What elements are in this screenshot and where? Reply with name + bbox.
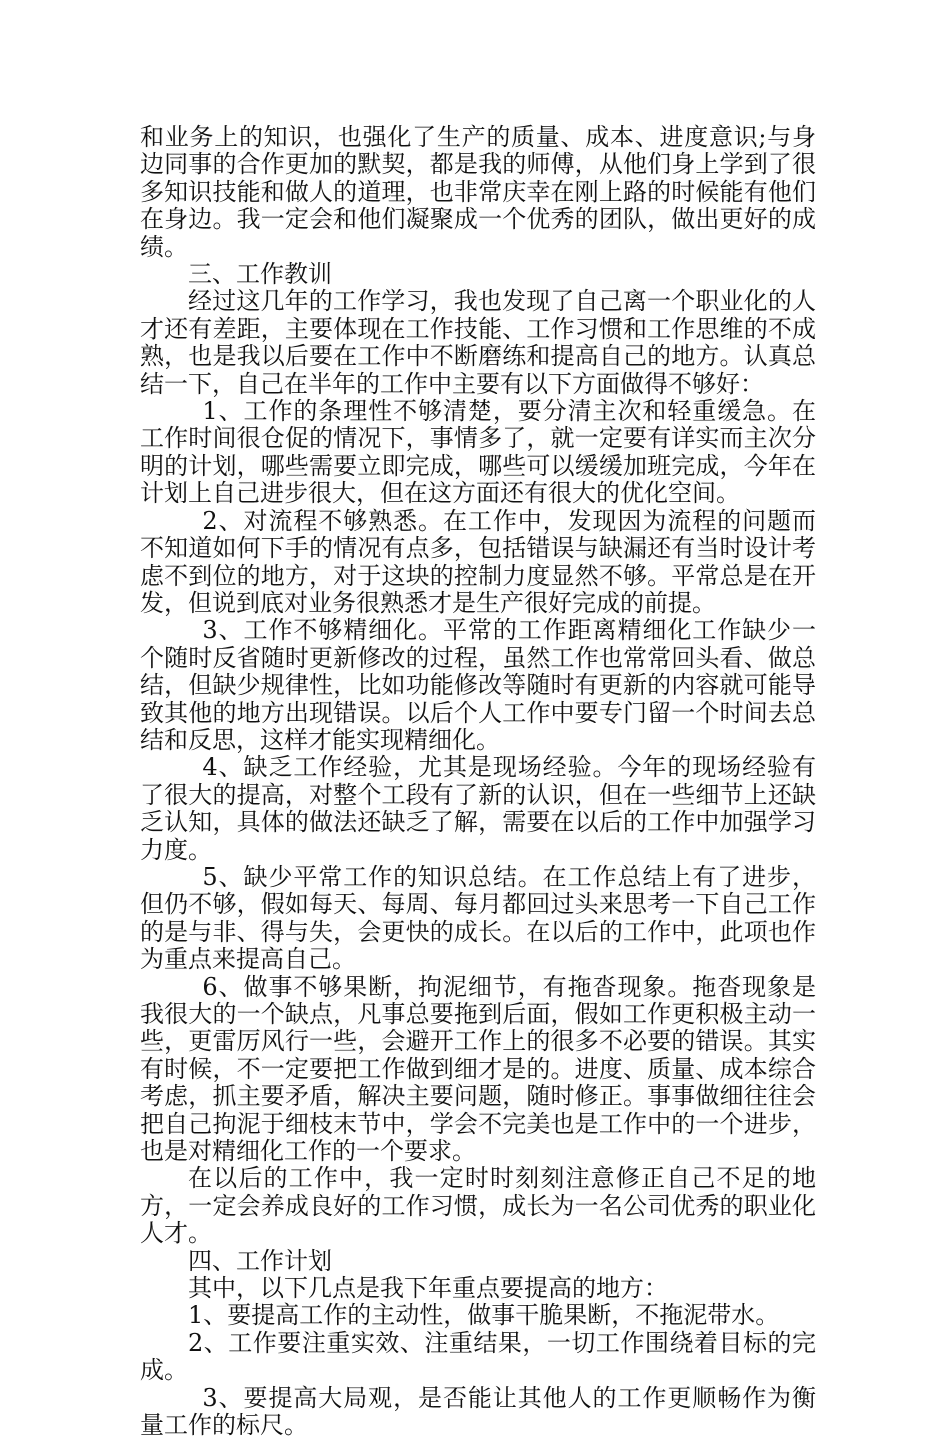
list-item-lesson-5: 5、缺少平常工作的知识总结。在工作总结上有了进步，但仍不够，假如每天、每周、每月都回过头来思考一下自己工作的是与非、得与失，会更快的成长。在以后的工作中，此项也作为重点来提高自己。 — [140, 862, 816, 974]
list-item-lesson-6: 6、做事不够果断，拘泥细节，有拖沓现象。拖沓现象是我很大的一个缺点，凡事总要拖到后面，假如工作更积极主动一些，更雷厉风行一些，会避开工作上的很多不必要的错误。其实有时候，不一定要把工作做到细才是的。进度、质量、成本综合考虑，抓主要矛盾，解决主要问题，随时修正。事事做细往往会把自己拘泥于细枝末节中，学会不完美也是工作中的一个进步，也是对精细化工作的一个要求。 — [140, 972, 816, 1166]
paragraph-lessons-intro: 经过这几年的工作学习，我也发现了自己离一个职业化的人才还有差距，主要体现在工作技能、工作习惯和工作思维的不成熟，也是我以后要在工作中不断磨练和提高自己的地方。认真总结一下，自己在半年的工作中主要有以下方面做得不够好： — [140, 287, 816, 398]
list-item-plan-3: 3、要提高大局观，是否能让其他人的工作更顺畅作为衡量工作的标尺。 — [140, 1383, 816, 1440]
section-heading-plan: 四、工作计划 — [188, 1246, 332, 1275]
paragraph-continuation: 和业务上的知识，也强化了生产的质量、成本、进度意识;与身边同事的合作更加的默契，都是我的师傅，从他们身上学到了很多知识技能和做人的道理，也非常庆幸在刚上路的时候能有他们在身边。我一定会和他们凝聚成一个优秀的团队，做出更好的成绩。 — [140, 123, 816, 261]
paragraph-lessons-conclusion: 在以后的工作中，我一定时时刻刻注意修正自己不足的地方，一定会养成良好的工作习惯，成长为一名公司优秀的职业化人才。 — [140, 1164, 816, 1248]
list-item-plan-1: 1、要提高工作的主动性，做事干脆果断，不拖泥带水。 — [188, 1301, 780, 1330]
list-item-lesson-3: 3、工作不够精细化。平常的工作距离精细化工作缺少一个随时反省随时更新修改的过程，虽然工作也常常回头看、做总结，但缺少规律性，比如功能修改等随时有更新的内容就可能导致其他的地方出现错误。以后个人工作中要专门留一个时间去总结和反思，这样才能实现精细化。 — [140, 616, 816, 754]
list-item-plan-2: 2、工作要注重实效、注重结果，一切工作围绕着目标的完成。 — [140, 1328, 816, 1385]
list-item-lesson-2: 2、对流程不够熟悉。在工作中，发现因为流程的问题而不知道如何下手的情况有点多，包括错误与缺漏还有当时设计考虑不到位的地方，对于这块的控制力度显然不够。平常总是在开发，但说到底对业务很熟悉才是生产很好完成的前提。 — [140, 506, 816, 617]
paragraph-plan-intro: 其中，以下几点是我下年重点要提高的地方： — [188, 1274, 668, 1303]
section-heading-lessons: 三、工作教训 — [188, 260, 332, 289]
list-item-lesson-4: 4、缺乏工作经验，尤其是现场经验。今年的现场经验有了很大的提高，对整个工段有了新的认识，但在一些细节上还缺乏认知，具体的做法还缺乏了解，需要在以后的工作中加强学习力度。 — [140, 753, 816, 864]
document-body — [140, 124, 816, 1440]
list-item-lesson-1: 1、工作的条理性不够清楚，要分清主次和轻重缓急。在工作时间很仓促的情况下，事情多了，就一定要有详实而主次分明的计划，哪些需要立即完成，哪些可以缓缓加班完成，今年在计划上自己进步很大，但在这方面还有很大的优化空间。 — [140, 397, 816, 508]
